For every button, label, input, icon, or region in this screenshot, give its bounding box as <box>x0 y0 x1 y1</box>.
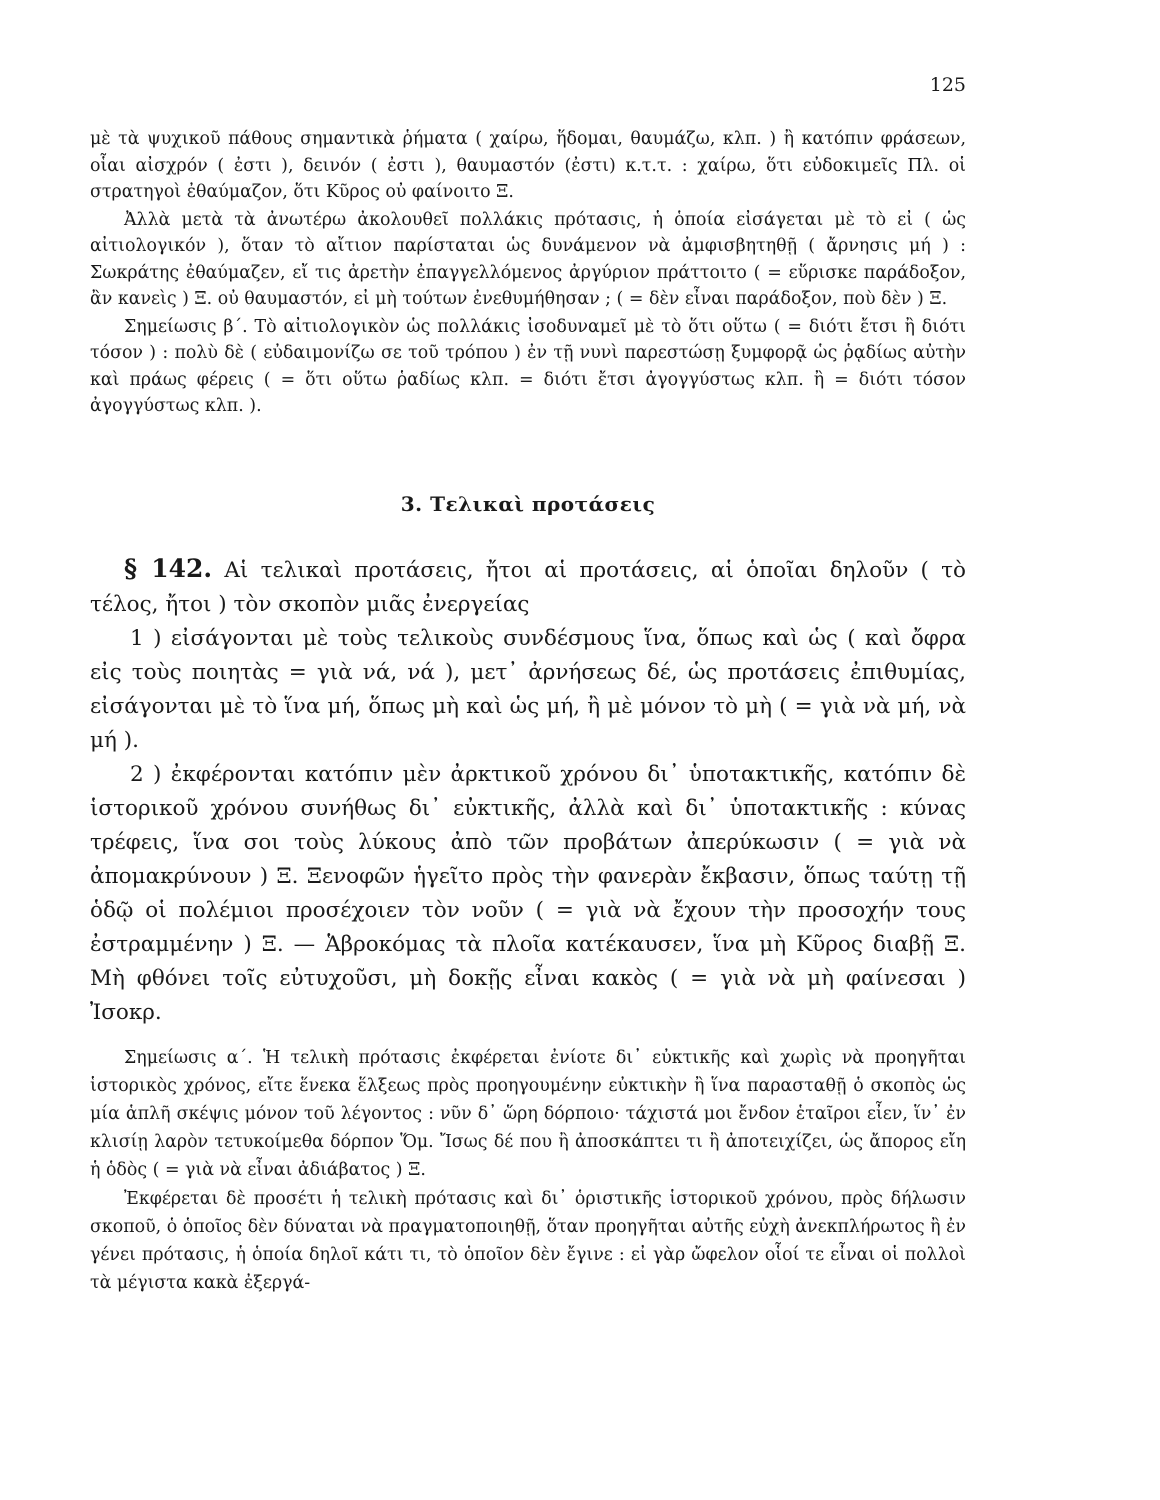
rule-2: 2 ) ἐκφέρονται κατόπιν μὲν ἀρκτικοῦ χρόνου δι᾽ ὑποτακτικῆς, κατόπιν δὲ ἱστορικοῦ χρόνου συνήθως δι᾽ εὐκτικῆς, ἀλλὰ καὶ δι᾽ ὑποτακτικῆς : κύνας τρέφεις, ἵνα σοι τοὺς λύκους ἀπὸ τῶν προβάτων ἀπερύκωσιν ( = γιὰ νὰ ἀπομακρύνουν ) Ξ. Ξενοφῶν ἡγεῖτο πρὸς τὴν φανερὰν ἔκβασιν, ὅπως ταύτῃ τῇ ὁδῷ οἱ πολέμιοι προσέχοιεν τὸν νοῦν ( = γιὰ νὰ ἔχουν τὴν προσοχήν τους ἐστραμμένην ) Ξ. — Ἁβροκόμας τὰ πλοῖα κατέκαυσεν, ἵνα μὴ Κῦρος διαβῇ Ξ. Μὴ φθόνει τοῖς εὐτυχοῦσι, μὴ δοκῇς εἶναι κακὸς ( = γιὰ νὰ μὴ φαίνεσαι ) Ἰσοκρ. <box>90 761 966 1025</box>
lower-small-text <box>90 1044 966 1297</box>
paragraph-142 <box>90 552 966 622</box>
note-beta: Σημείωσις β΄. Τὸ αἰτιολογικὸν ὡς πολλάκις ἰσοδυναμεῖ μὲ τὸ ὅτι οὕτω ( = διότι ἔτσι ἢ διότι τόσον ) : πολὺ δὲ ( εὐδαιμονίζω σε τοῦ τρόπου ) ἐν τῇ νυνὶ παρεστώσῃ ξυμφορᾷ ὡς ῥᾳδίως αὐτὴν καὶ πράως φέρεις ( = ὅτι οὕτω ῥαδίως κλπ. = διότι ἔτσι ἀγογγύστως κλπ. ἢ = διότι τόσον ἀγογγύστως κλπ. ). <box>90 316 966 416</box>
page-body <box>90 126 966 1297</box>
paragraph-2: Ἀλλὰ μετὰ τὰ ἀνωτέρω ἀκολουθεῖ πολλάκις πρότασις, ἡ ὁποία εἰσάγεται μὲ τὸ εἰ ( ὡς αἰτιολογικόν ), ὅταν τὸ αἴτιον παρίσταται ὡς δυνάμενον νὰ ἀμφισβητηθῇ ( ἄρνησις μή ) : Σωκράτης ἐθαύμαζεν, εἴ τις ἀρετὴν ἐπαγγελλόμενος ἀργύριον πράττοιτο ( = εὕρισκε παράδοξον, ἂν κανεὶς ) Ξ. οὐ θαυμαστόν, εἰ μὴ τούτων ἐνεθυμήθησαν ; ( = δὲν εἶναι παράδοξον, ποὺ δὲν ) Ξ. <box>90 209 966 309</box>
note-alpha: Σημείωσις α΄. Ἡ τελικὴ πρότασις ἐκφέρεται ἐνίοτε δι᾽ εὐκτικῆς καὶ χωρὶς νὰ προηγῆται ἱστορικὸς χρόνος, εἴτε ἕνεκα ἕλξεως πρὸς προηγουμένην εὐκτικὴν ἢ ἵνα παρασταθῇ ὁ σκοπὸς ὡς μία ἁπλῆ σκέψις μόνον τοῦ λέγοντος : νῦν δ᾽ ὥρη δόρποιο· τάχιστά μοι ἔνδον ἑταῖροι εἶεν, ἵν᾽ ἐν κλισίῃ λαρὸν τετυκοίμεθα δόρπον Ὅμ. Ἴσως δέ που ἢ ἀποσκάπτει τι ἢ ἀποτειχίζει, ὡς ἄπορος εἴη ἡ ὁδὸς ( = γιὰ νὰ εἶναι ἀδιάβατος ) Ξ. <box>90 1047 966 1180</box>
paragraph-final: Ἐκφέρεται δὲ προσέτι ἡ τελικὴ πρότασις καὶ δι᾽ ὁριστικῆς ἱστορικοῦ χρόνου, πρὸς δήλωσιν σκοποῦ, ὁ ὁποῖος δὲν δύναται νὰ πραγματοποιηθῇ, ὅταν προηγῆται αὐτῆς εὐχὴ ἀνεκπλήρωτος ἢ ἐν γένει πρότασις, ἡ ὁποία δηλοῖ κάτι τι, τὸ ὁποῖον δὲν ἔγινε : εἰ γὰρ ὤφελον οἷοί τε εἶναι οἱ πολλοὶ τὰ μέγιστα κακὰ ἐξεργά- <box>90 1188 966 1293</box>
page-number: 125 <box>929 74 966 96</box>
upper-small-text <box>90 126 966 420</box>
paragraph-number: § 142. <box>124 553 213 583</box>
main-large-text <box>90 552 966 1030</box>
section-title: 3. Τελικαὶ προτάσεις <box>400 491 656 516</box>
paragraph-142-text: Αἱ τελικαὶ προτάσεις, ἤτοι αἱ προτάσεις, αἱ ὁποῖαι δηλοῦν ( τὸ τέλος, ἤτοι ) τὸν σκοπὸν μιᾶς ἐνεργείας <box>90 557 967 617</box>
rule-1: 1 ) εἰσάγονται μὲ τοὺς τελικοὺς συνδέσμους ἵνα, ὅπως καὶ ὡς ( καὶ ὄφρα εἰς τοὺς ποιητὰς = γιὰ νά, νά ), μετ᾽ ἀρνήσεως δέ, ὡς προτάσεις ἐπιθυμίας, εἰσάγονται μὲ τὸ ἵνα μή, ὅπως μὴ καὶ ὡς μή, ἢ μὲ μόνον τὸ μὴ ( = γιὰ νὰ μή, νὰ μή ). <box>90 625 966 753</box>
paragraph-1: μὲ τὰ ψυχικοῦ πάθους σημαντικὰ ῥήματα ( χαίρω, ἥδομαι, θαυμάζω, κλπ. ) ἢ κατόπιν φράσεων, οἷαι αἰσχρόν ( ἐστι ), δεινόν ( ἐστι ), θαυμαστόν (ἐστι) κ.τ.τ. : χαίρω, ὅτι εὐδοκιμεῖς Πλ. οἱ στρατηγοὶ ἐθαύμαζον, ὅτι Κῦρος οὐ φαίνοιτο Ξ. <box>90 129 966 202</box>
